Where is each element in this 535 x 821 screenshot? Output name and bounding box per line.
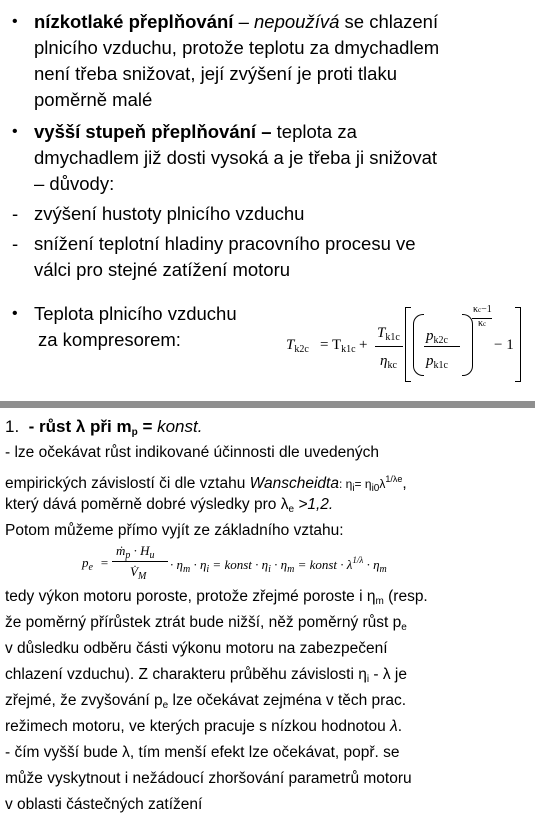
- slide-separator: [0, 401, 535, 408]
- bullet-dot: •: [12, 305, 18, 322]
- dash-item-1: zvýšení hustoty plnicího vzduchu: [34, 203, 305, 224]
- notes-line: v oblasti částečných zatížení: [5, 796, 203, 813]
- notes-line: tedy výkon motoru poroste, protože zřejmé poroste i $\eta_m$ (resp.: [5, 588, 428, 607]
- notes-line: empirických závislostí či dle vztahu Wanscheidta: $\eta_i= \eta_{i0}\lambda^{1/\lambda e}$,: [5, 474, 407, 494]
- fraction-bar: [375, 346, 403, 347]
- power-equation: $p_e$ = ṁ$_p$ · $H_u$ $V̇_M$ · $\eta_m \cdot \eta_i$ = konst · $\eta_i \cdot \eta_m$ = konst · $\lambda^{1/\lambda} \cdot \eta_m$: [82, 543, 387, 582]
- notes-line: režimech motoru, ve kterých pracuje s nízkou hodnotou λ.: [5, 718, 403, 735]
- bullet-2-bold: vyšší stupeň přeplňování –: [34, 121, 272, 142]
- bullet-2-line-1: vyšší stupeň přeplňování – teplota za: [34, 121, 357, 142]
- dash-item-2-cont: válci pro stejné zatížení motoru: [34, 259, 291, 280]
- fraction-bar: [424, 346, 460, 347]
- bullet-2-line-3: – důvody:: [34, 173, 115, 194]
- notes-line: Potom můžeme přímo vyjít ze základního vztahu:: [5, 522, 344, 539]
- right-paren: [462, 314, 473, 376]
- notes-line: může vyskytnout i nežádoucí zhoršování parametrů motoru: [5, 770, 412, 787]
- bullet-1-bold: nízkotlaké přeplňování: [34, 11, 234, 32]
- bullet-dot: •: [12, 123, 18, 140]
- left-paren: [413, 314, 424, 376]
- slide: [0, 0, 535, 400]
- bullet-2-line-2: dmychadlem již dosti vysoká a je třeba ji snižovat: [34, 147, 438, 168]
- bullet-1-italic: nepoužívá: [254, 11, 340, 32]
- bullet-1-line-4: poměrně malé: [34, 89, 153, 110]
- notes-line: - čím vyšší bude λ, tím menší efekt lze očekávat, popř. se: [5, 744, 400, 761]
- temp-label-2: za kompresorem:: [38, 329, 181, 350]
- notes-panel: [0, 408, 535, 821]
- notes-line: chlazení vzduchu). Z charakteru průběhu závislosti $\eta_i$ - λ je: [5, 666, 407, 685]
- notes-line: - lze očekávat růst indikované účinnosti dle uvedených: [5, 444, 379, 461]
- notes-line: v důsledku odběru části výkonu motoru na zabezpečení: [5, 640, 388, 657]
- dash-marker: -: [12, 203, 19, 224]
- bullet-1-line-2: plnicího vzduchu, protože teplotu za dmychadlem: [34, 37, 440, 58]
- right-bracket: [515, 307, 521, 382]
- notes-line: zřejmé, že zvyšování $p_e$ lze očekávat zejména v těch prac.: [5, 692, 407, 711]
- dash-item-2: snížení teplotní hladiny pracovního procesu ve: [34, 233, 416, 254]
- temp-label-1: Teplota plnicího vzduchu: [34, 303, 237, 324]
- bullet-1-line-3: není třeba snižovat, její zvýšení je proti tlaku: [34, 63, 397, 84]
- bullet-1-line-1: nízkotlaké přeplňování – nepoužívá se chlazení: [34, 11, 439, 32]
- notes-line: že poměrný přírůstek ztrát bude nižší, něž poměrný růst $p_e$: [5, 614, 407, 633]
- bullet-dot: •: [12, 13, 18, 30]
- notes-line: který dává poměrně dobré výsledky pro $\lambda_e >1,2$.: [5, 496, 334, 515]
- dash-marker: -: [12, 233, 19, 254]
- left-bracket: [405, 307, 411, 382]
- fraction-bar: [112, 561, 168, 562]
- notes-heading: 1. - růst λ při $m_p$ = konst.: [5, 417, 203, 438]
- temperature-formula: $T_{k2c}$ = $T_{k1c}$ + $T_{k1c}$ $\eta_{kc}$ $p_{k2c}$ $p_{k1c}$ κc−1 κc − 1: [0, 0, 535, 400]
